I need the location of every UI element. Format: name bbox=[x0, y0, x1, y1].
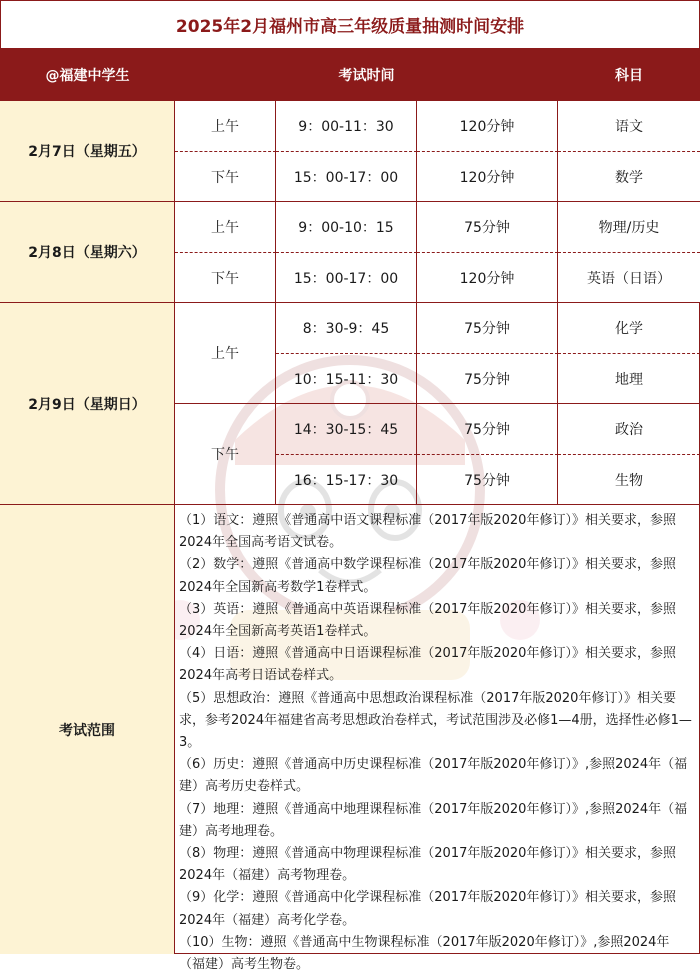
time-cell: 16：15-17：30 bbox=[276, 455, 417, 505]
period-cell: 上午 bbox=[175, 202, 276, 253]
scope-item: （9）化学：遵照《普通高中化学课程标准（2017年版2020年修订）》相关要求，参照2024年（福建）高考化学卷。 bbox=[179, 890, 676, 928]
period-cell: 下午 bbox=[175, 404, 276, 505]
subject-cell: 英语（日语） bbox=[558, 253, 700, 303]
duration-cell: 75分钟 bbox=[417, 455, 558, 505]
scope-item: （6）历史：遵照《普通高中历史课程标准（2017年版2020年修订）》,参照2024年（福建）高考历史卷样式。 bbox=[179, 757, 688, 795]
time-cell: 9：00-10：15 bbox=[276, 202, 417, 253]
scope-item: （8）物理：遵照《普通高中物理课程标准（2017年版2020年修订）》相关要求，参照2024年（福建）高考物理卷。 bbox=[179, 846, 676, 884]
subject-cell: 生物 bbox=[558, 455, 700, 505]
header-source: @福建中学生 bbox=[45, 67, 130, 84]
subject-cell: 数学 bbox=[558, 152, 700, 202]
period-cell: 下午 bbox=[175, 253, 276, 303]
header-time: 考试时间 bbox=[338, 67, 395, 84]
scope-item: （7）地理：遵照《普通高中地理课程标准（2017年版2020年修订）》,参照2024年（福建）高考地理卷。 bbox=[179, 801, 688, 839]
date-cell-1: 2月7日（星期五） bbox=[0, 101, 175, 202]
time-cell: 15：00-17：00 bbox=[276, 253, 417, 303]
subject-cell: 物理/历史 bbox=[558, 202, 700, 253]
duration-cell: 120分钟 bbox=[417, 253, 558, 303]
scope-item: （4）日语：遵照《普通高中日语课程标准（2017年版2020年修订）》相关要求，参照2024年高考日语试卷样式。 bbox=[179, 646, 676, 684]
time-cell: 14：30-15：45 bbox=[276, 404, 417, 455]
scope-item: （1）语文：遵照《普通高中语文课程标准（2017年版2020年修订）》相关要求，参照2024年全国高考语文试卷。 bbox=[179, 513, 676, 551]
time-cell: 15：00-17：00 bbox=[276, 152, 417, 202]
duration-cell: 75分钟 bbox=[417, 202, 558, 253]
table-header bbox=[0, 48, 700, 101]
period-cell: 上午 bbox=[175, 101, 276, 152]
scope-item: （2）数学：遵照《普通高中数学课程标准（2017年版2020年修订）》相关要求，参照2024年全国新高考数学1卷样式。 bbox=[179, 557, 676, 595]
subject-cell: 地理 bbox=[558, 354, 700, 404]
period-cell: 上午 bbox=[175, 303, 276, 404]
period-cell: 下午 bbox=[175, 152, 276, 202]
scope-item: （5）思想政治：遵照《普通高中思想政治课程标准（2017年版2020年修订）》相关要求，参考2024年福建省高考思想政治卷样式，考试范围涉及必修1—4册，选择性必修1—3。 bbox=[179, 690, 692, 751]
time-cell: 10：15-11：30 bbox=[276, 354, 417, 404]
scope-item: （10）生物：遵照《普通高中生物课程标准（2017年版2020年修订）》,参照2024年（福建）高考生物卷。 bbox=[179, 934, 670, 973]
subject-cell: 语文 bbox=[558, 101, 700, 152]
scope-label: 考试范围 bbox=[0, 505, 175, 954]
page-title: 2025年2月福州市高三年级质量抽测时间安排 bbox=[1, 1, 699, 48]
scope-item: （3）英语：遵照《普通高中英语课程标准（2017年版2020年修订）》相关要求，参照2024年全国新高考英语1卷样式。 bbox=[179, 601, 676, 640]
duration-cell: 75分钟 bbox=[417, 354, 558, 404]
duration-cell: 120分钟 bbox=[417, 101, 558, 152]
date-cell-3: 2月9日（星期日） bbox=[0, 303, 175, 505]
duration-cell: 75分钟 bbox=[417, 404, 558, 455]
date-cell-2: 2月8日（星期六） bbox=[0, 202, 175, 303]
duration-cell: 120分钟 bbox=[417, 152, 558, 202]
time-cell: 9：00-11：30 bbox=[276, 101, 417, 152]
time-cell: 8：30-9：45 bbox=[276, 303, 417, 354]
scope-text bbox=[175, 505, 700, 973]
subject-cell: 化学 bbox=[558, 303, 700, 354]
header-subject: 科目 bbox=[615, 67, 643, 84]
duration-cell: 75分钟 bbox=[417, 303, 558, 354]
subject-cell: 政治 bbox=[558, 404, 700, 455]
